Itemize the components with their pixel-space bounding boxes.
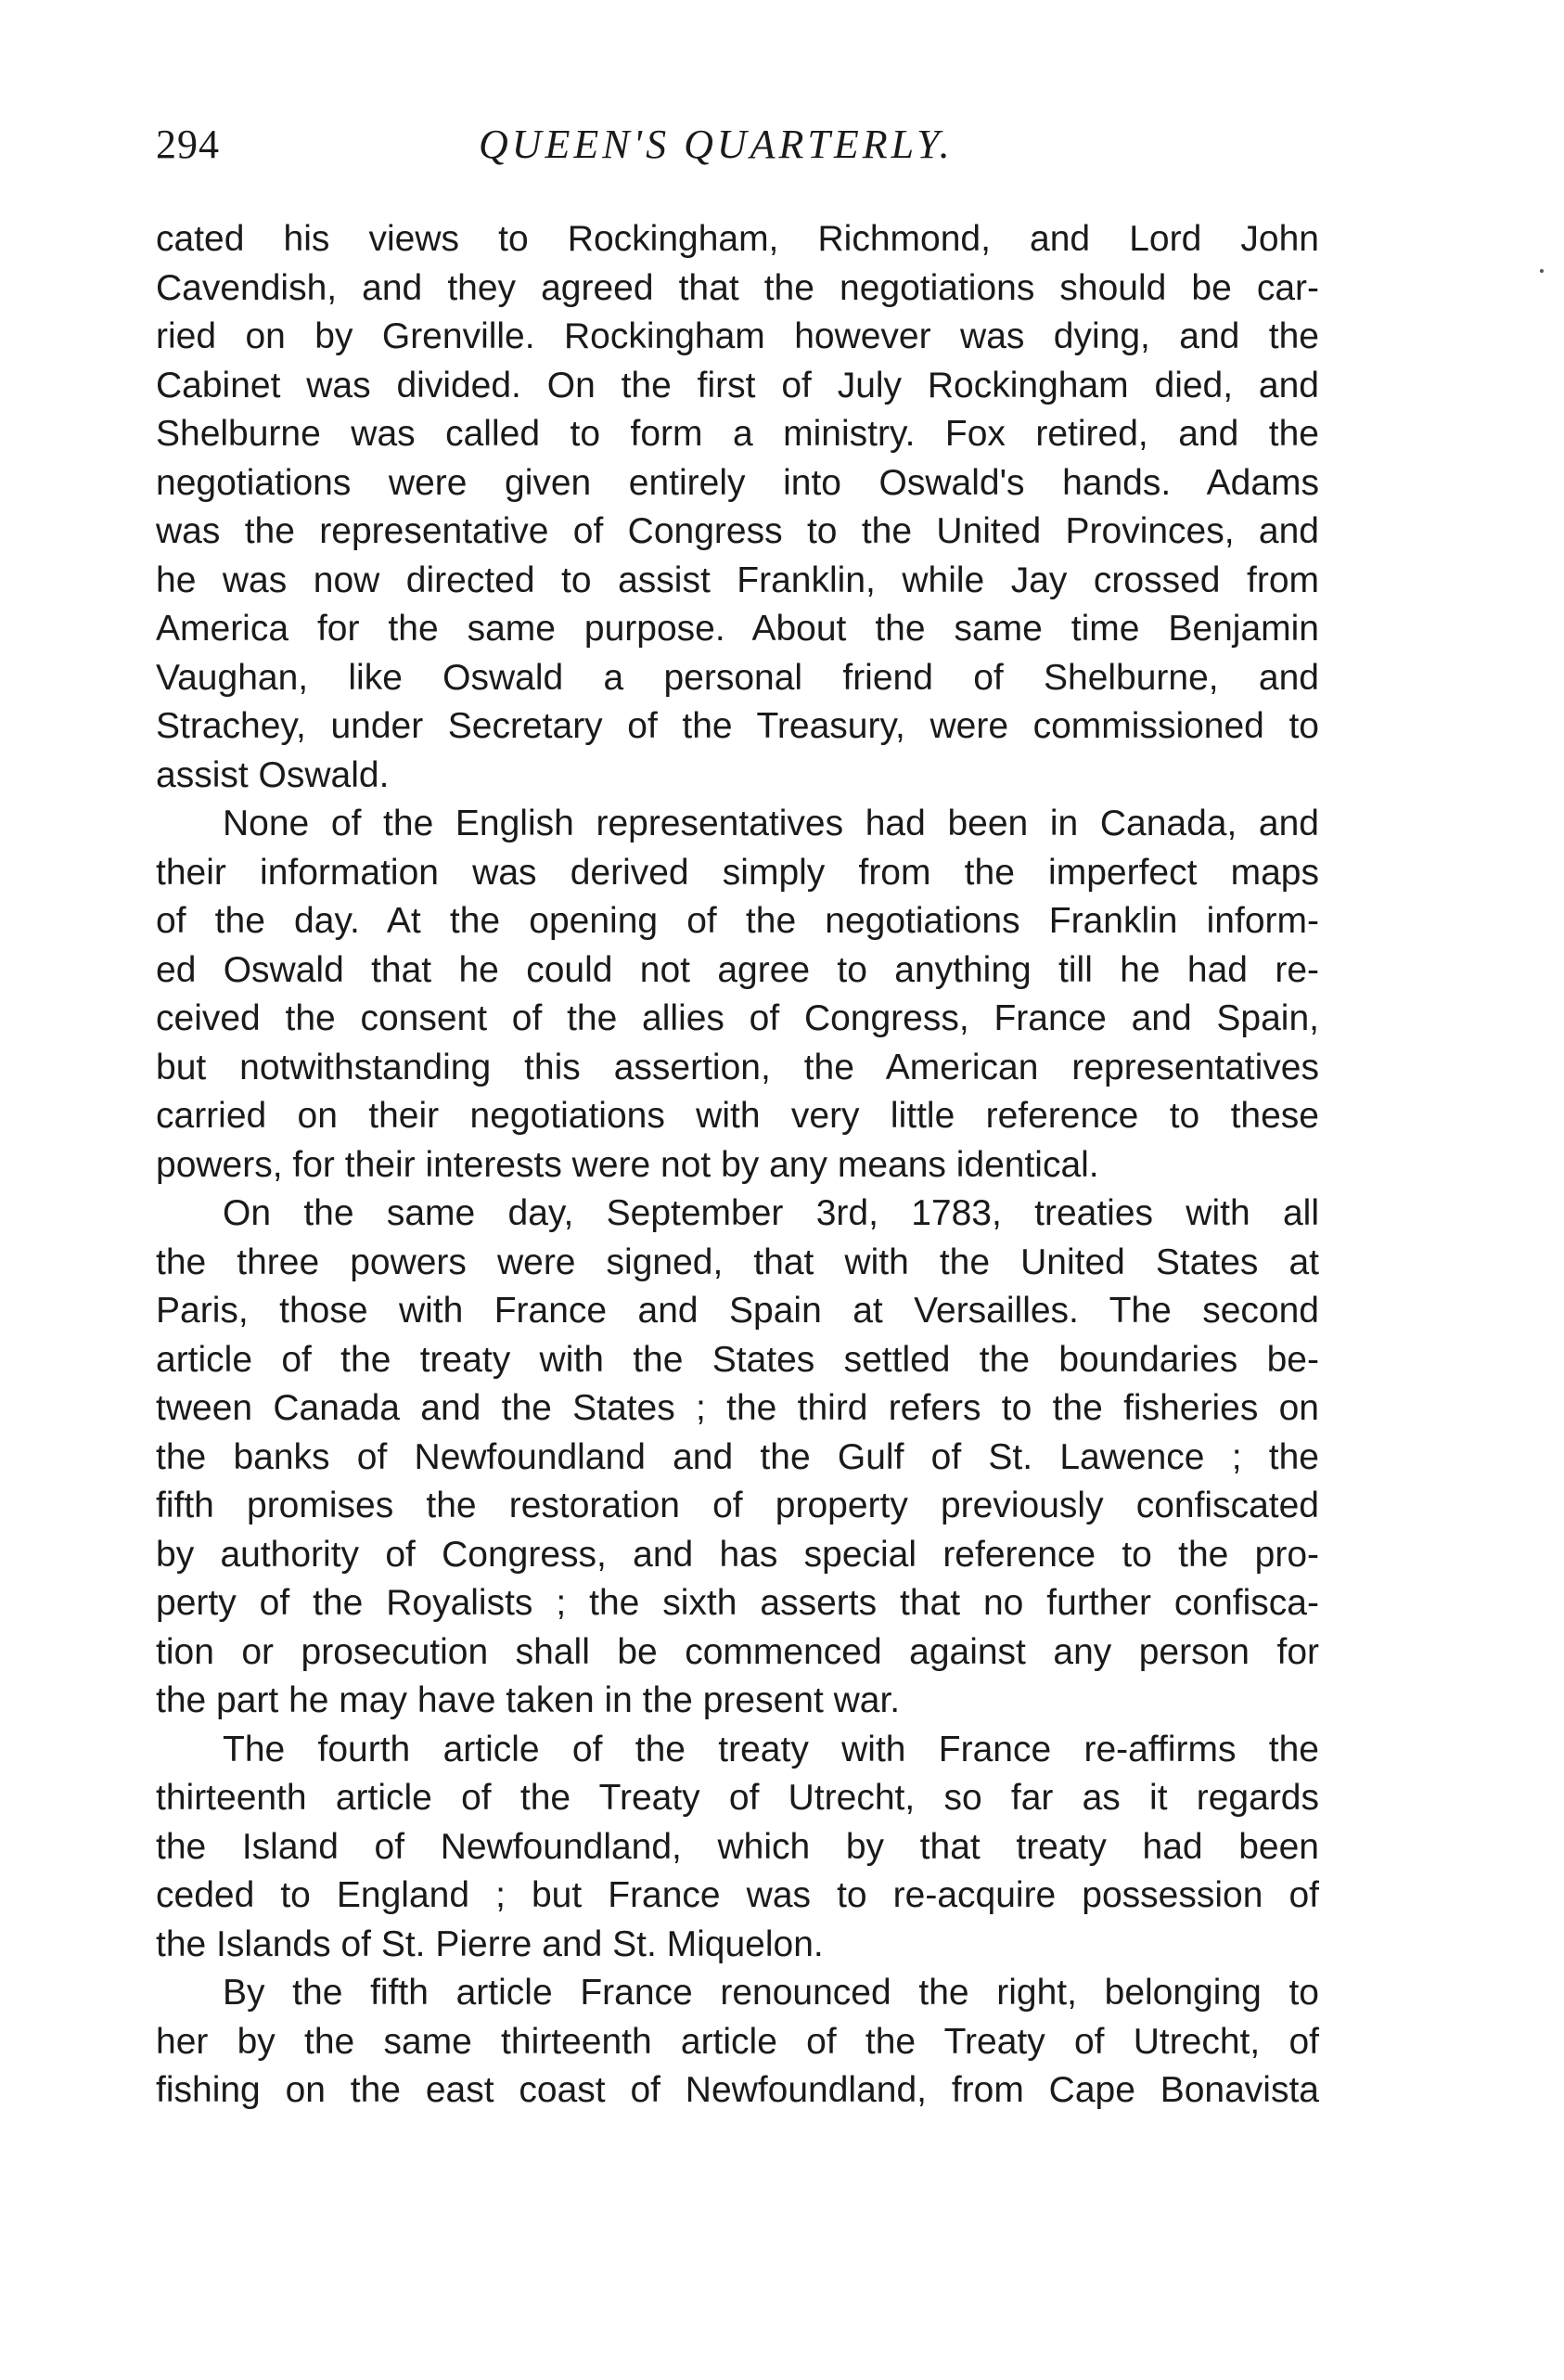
- text-line: but notwithstanding this assertion, the American representatives: [156, 1047, 1319, 1087]
- text-line: Vaughan, like Oswald a personal friend of Shelburne, and: [156, 657, 1319, 698]
- text-line: her by the same thirteenth article of the Treaty of Utrecht, of: [156, 2021, 1319, 2062]
- text-line: of the day. At the opening of the negotiations Franklin inform-: [156, 901, 1319, 941]
- text-line: ceived the consent of the allies of Congress, France and Spain,: [156, 998, 1319, 1038]
- text-line: ried on by Grenville. Rockingham however was dying, and the: [156, 316, 1319, 356]
- text-line: cated his views to Rockingham, Richmond, and Lord John: [156, 219, 1319, 259]
- text-line: carried on their negotiations with very little reference to these: [156, 1096, 1319, 1136]
- text-line: perty of the Royalists ; the sixth asserts that no further confisca-: [156, 1583, 1319, 1623]
- body-text: [156, 215, 1319, 2116]
- paper-speck: [1540, 269, 1544, 273]
- text-line: Shelburne was called to form a ministry. Fox retired, and the: [156, 414, 1319, 454]
- text-line: America for the same purpose. About the same time Benjamin: [156, 609, 1319, 649]
- text-line: The fourth article of the treaty with France re-affirms the: [223, 1729, 1319, 1769]
- text-line: fifth promises the restoration of property previously confiscated: [156, 1486, 1319, 1525]
- text-line: thirteenth article of the Treaty of Utrecht, so far as it regards: [156, 1778, 1319, 1818]
- text-line: the part he may have taken in the present war.: [156, 1680, 901, 1720]
- text-line: By the fifth article France renounced the right, belonging to: [223, 1973, 1319, 2013]
- text-line: article of the treaty with the States settled the boundaries be-: [156, 1339, 1319, 1380]
- text-line: powers, for their interests were not by any means identical.: [156, 1144, 1099, 1185]
- text-line: the Island of Newfoundland, which by that treaty had been: [156, 1826, 1319, 1867]
- text-line: assist Oswald.: [156, 754, 390, 795]
- text-line: by authority of Congress, and has special reference to the pro-: [156, 1534, 1319, 1575]
- text-line: Paris, those with France and Spain at Versailles. The second: [156, 1291, 1319, 1331]
- text-line: tion or prosecution shall be commenced against any person for: [156, 1631, 1319, 1672]
- running-head: QUEEN'S QUARTERLY.: [479, 122, 954, 167]
- text-line: Strachey, under Secretary of the Treasury, were commissioned to: [156, 706, 1319, 746]
- text-line: the banks of Newfoundland and the Gulf of St. Lawence ; the: [156, 1436, 1319, 1477]
- text-line: On the same day, September 3rd, 1783, treaties with all: [223, 1193, 1319, 1233]
- page-number: 294: [156, 122, 220, 167]
- text-line: fishing on the east coast of Newfoundland, from Cape Bonavista: [156, 2070, 1319, 2110]
- text-line: he was now directed to assist Franklin, while Jay crossed from: [156, 560, 1319, 600]
- text-line: their information was derived simply from the imperfect maps: [156, 852, 1319, 893]
- text-line: None of the English representatives had been in Canada, and: [223, 804, 1319, 843]
- text-line: Cabinet was divided. On the first of July Rockingham died, and: [156, 365, 1319, 405]
- text-line: was the representative of Congress to the United Provinces, and: [156, 511, 1319, 551]
- text-line: ed Oswald that he could not agree to anything till he had re-: [156, 949, 1319, 990]
- text-line: Cavendish, and they agreed that the negotiations should be car-: [156, 267, 1319, 308]
- text-line: ceded to England ; but France was to re-acquire possession of: [156, 1875, 1319, 1915]
- text-line: tween Canada and the States ; the third refers to the fisheries on: [156, 1388, 1319, 1428]
- page-header: [156, 121, 1319, 176]
- text-line: negotiations were given entirely into Oswald's hands. Adams: [156, 462, 1319, 503]
- text-line: the three powers were signed, that with the United States at: [156, 1241, 1319, 1282]
- text-line: the Islands of St. Pierre and St. Miquelon.: [156, 1923, 824, 1964]
